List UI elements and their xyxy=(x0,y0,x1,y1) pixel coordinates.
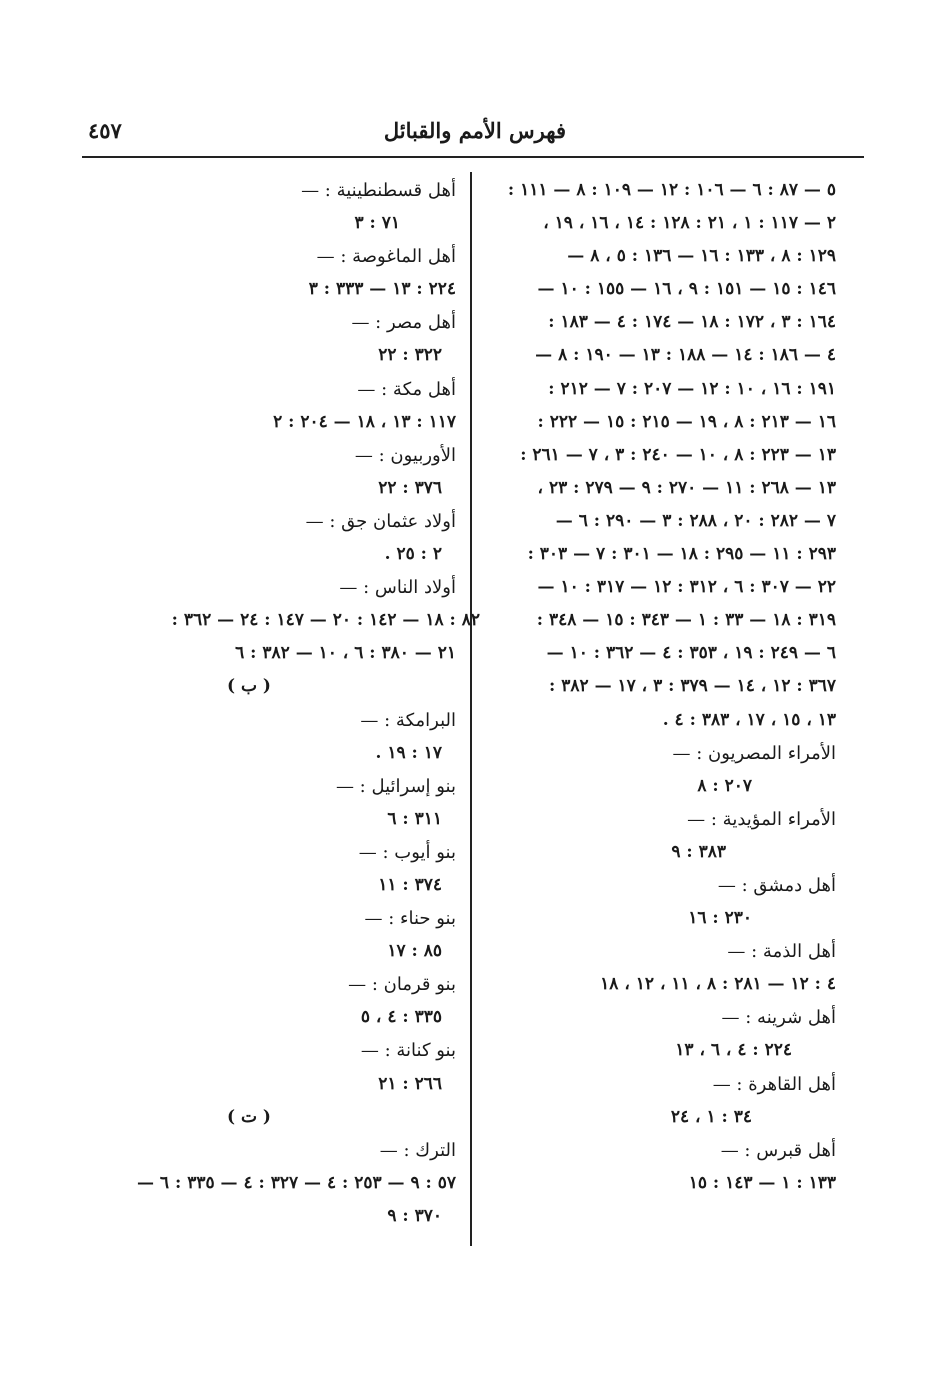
index-line: ١٣ ، ١٥ ، ١٧ ، ٣٨٣ : ٤ . xyxy=(662,709,836,730)
index-line: ٣٤ : ١ ، ٢٤ xyxy=(670,1106,752,1127)
column-divider xyxy=(470,172,472,1246)
index-line: ٢ : ٢٥ . xyxy=(384,544,442,565)
index-line: ٢٦٦ : ٢١ xyxy=(378,1073,442,1094)
index-line: ٨٥ : ١٧ xyxy=(387,941,442,962)
index-heading: بنو إسرائيل : — xyxy=(335,775,456,797)
index-line: ٣١٩ : ١٨ — ٣٣ : ١ — ٣٤٣ : ١٥ — ٣٤٨ : xyxy=(536,610,836,631)
index-line: ٤ — ١٨٦ : ١٤ — ١٨٨ : ١٣ — ١٩٠ : ٨ — xyxy=(535,345,836,366)
index-heading: بنو أيوب : — xyxy=(358,841,456,863)
page-number: ٤٥٧ xyxy=(88,118,122,143)
index-line: ٢١ — ٣٨٠ : ٦ ، ١٠ — ٣٨٢ : ٦ xyxy=(235,643,456,664)
index-heading: أهل الماغوصة : — xyxy=(316,246,456,268)
index-heading: الأمراء المؤيدية : — xyxy=(687,808,836,830)
index-line: ١٩١ : ١٦ ، ١٠ : ١٢ — ٢٠٧ : ٧ — ٢١٢ : xyxy=(548,378,836,399)
index-line: ١٦ — ٢١٣ : ٨ ، ١٩ — ٢١٥ : ١٥ — ٢٢٢ : xyxy=(537,411,836,432)
index-line: ١٣ — ٢٦٨ : ١١ — ٢٧٠ : ٩ — ٢٧٩ : ٢٣ ، xyxy=(537,477,836,498)
index-line: ٣١١ : ٦ xyxy=(387,808,442,829)
index-line: ٢٢٤ : ٤ ، ٦ ، ١٣ xyxy=(675,1040,792,1061)
index-heading: البرامكة : — xyxy=(360,709,456,731)
index-line: ١٤٦ : ١٥ — ١٥١ : ٩ ، ١٦ — ١٥٥ : ١٠ — xyxy=(537,279,836,300)
index-line: ٧ — ٢٨٢ : ٢٠ ، ٢٨٨ : ٣ — ٢٩٠ : ٦ — xyxy=(555,510,836,531)
index-line: ٣٣٥ : ٤ ، ٥ xyxy=(360,1007,442,1028)
index-line: ٢٠٧ : ٨ xyxy=(697,775,752,796)
index-line: ١٣ — ٢٢٣ : ٨ ، ١٠ — ٢٤٠ : ٣ ، ٧ — ٢٦١ : xyxy=(520,444,836,465)
index-line: ٧١ : ٣ xyxy=(354,213,400,234)
index-line: ١٣٣ : ١ — ١٤٣ : ١٥ xyxy=(688,1172,836,1193)
index-line: ٢٩٣ : ١١ — ٢٩٥ : ١٨ — ٣٠١ : ٧ — ٣٠٣ : xyxy=(527,544,836,565)
index-line: ٢٣٠ : ١٦ xyxy=(688,908,752,929)
index-line: ٣٧٤ : ١١ xyxy=(378,874,442,895)
index-line: ٣٧٦ : ٢٢ xyxy=(378,477,442,498)
index-heading: الترك : — xyxy=(379,1139,456,1161)
index-heading: أهل قبرس : — xyxy=(720,1139,836,1161)
index-heading: بنو قرمان : — xyxy=(348,974,456,996)
index-heading: أهل قسطنطينية : — xyxy=(301,180,456,201)
index-heading: الأمراء المصريون : — xyxy=(672,742,836,764)
index-heading: بنو حناء : — xyxy=(364,908,456,930)
index-line: ٨٢ : ١٨ — ١٤٢ : ٢٠ — ١٤٧ : ٢٤ — ٣٦٢ : xyxy=(171,610,480,631)
index-line: ٣٢٢ : ٢٢ xyxy=(378,345,442,366)
index-line: ١٦٤ : ٣ ، ١٧٢ : ١٨ — ١٧٤ : ٤ — ١٨٣ : xyxy=(548,312,836,333)
index-heading: أهل القاهرة : — xyxy=(712,1073,836,1095)
index-heading: أهل دمشق : — xyxy=(717,874,836,896)
index-line: ٥ — ٨٧ : ٦ — ١٠٦ : ١٢ — ١٠٩ : ٨ — ١١١ : xyxy=(507,180,836,200)
index-line: ٢٢٤ : ١٣ — ٣٣٣ : ٣ xyxy=(308,279,456,300)
section-letter-ba: ( ب ) xyxy=(227,676,271,697)
index-heading: أولاد الناس : — xyxy=(339,577,456,599)
index-line: ١١٧ : ١٣ ، ١٨ — ٢٠٤ : ٢ xyxy=(273,411,456,432)
index-heading: بنو كنانة : — xyxy=(360,1040,456,1062)
index-line: ٣٧٠ : ٩ xyxy=(387,1205,442,1226)
section-letter-ta: ( ت ) xyxy=(227,1106,271,1127)
index-heading: أهل مصر : — xyxy=(351,312,456,334)
index-line: ٢٢ — ٣٠٧ : ٦ ، ٣١٢ : ١٢ — ٣١٧ : ١٠ — xyxy=(537,577,836,598)
index-heading: أهل شرينه : — xyxy=(721,1007,836,1029)
index-line: ٢ — ١١٧ : ١ ، ٢١ : ١٢٨ : ١٤ ، ١٦ ، ١٩ ، xyxy=(543,213,836,234)
index-line: ٣٨٣ : ٩ xyxy=(671,841,726,862)
index-line: ٥٧ : ٩ — ٢٥٣ : ٤ — ٣٢٧ : ٤ — ٣٣٥ : ٦ — xyxy=(137,1172,456,1193)
index-heading: أولاد عثمان جق : — xyxy=(305,510,456,532)
running-title: فهرس الأمم والقبائل xyxy=(383,118,566,143)
index-line: ١٧ : ١٩ . xyxy=(375,742,442,763)
index-line: ٤ : ١٢ — ٢٨١ : ٨ ، ١١ ، ١٢ ، ١٨ xyxy=(600,974,836,995)
index-heading: أهل مكة : — xyxy=(357,378,456,400)
index-column-left xyxy=(86,174,480,1233)
index-heading: أهل الذمة : — xyxy=(727,941,836,963)
index-line: ٣٦٧ : ١٢ ، ١٤ — ٣٧٩ : ٣ ، ١٧ — ٣٨٢ : xyxy=(549,676,836,697)
index-heading: الأوربيون : — xyxy=(354,444,456,466)
index-column-right xyxy=(490,174,836,1200)
index-line: ١٢٩ : ٨ ، ١٣٣ : ١٦ — ١٣٦ : ٥ ، ٨ — xyxy=(567,246,836,267)
page-header xyxy=(82,112,864,158)
index-line: ٦ — ٢٤٩ : ١٩ ، ٣٥٣ : ٤ — ٣٦٢ : ١٠ — xyxy=(546,643,836,664)
